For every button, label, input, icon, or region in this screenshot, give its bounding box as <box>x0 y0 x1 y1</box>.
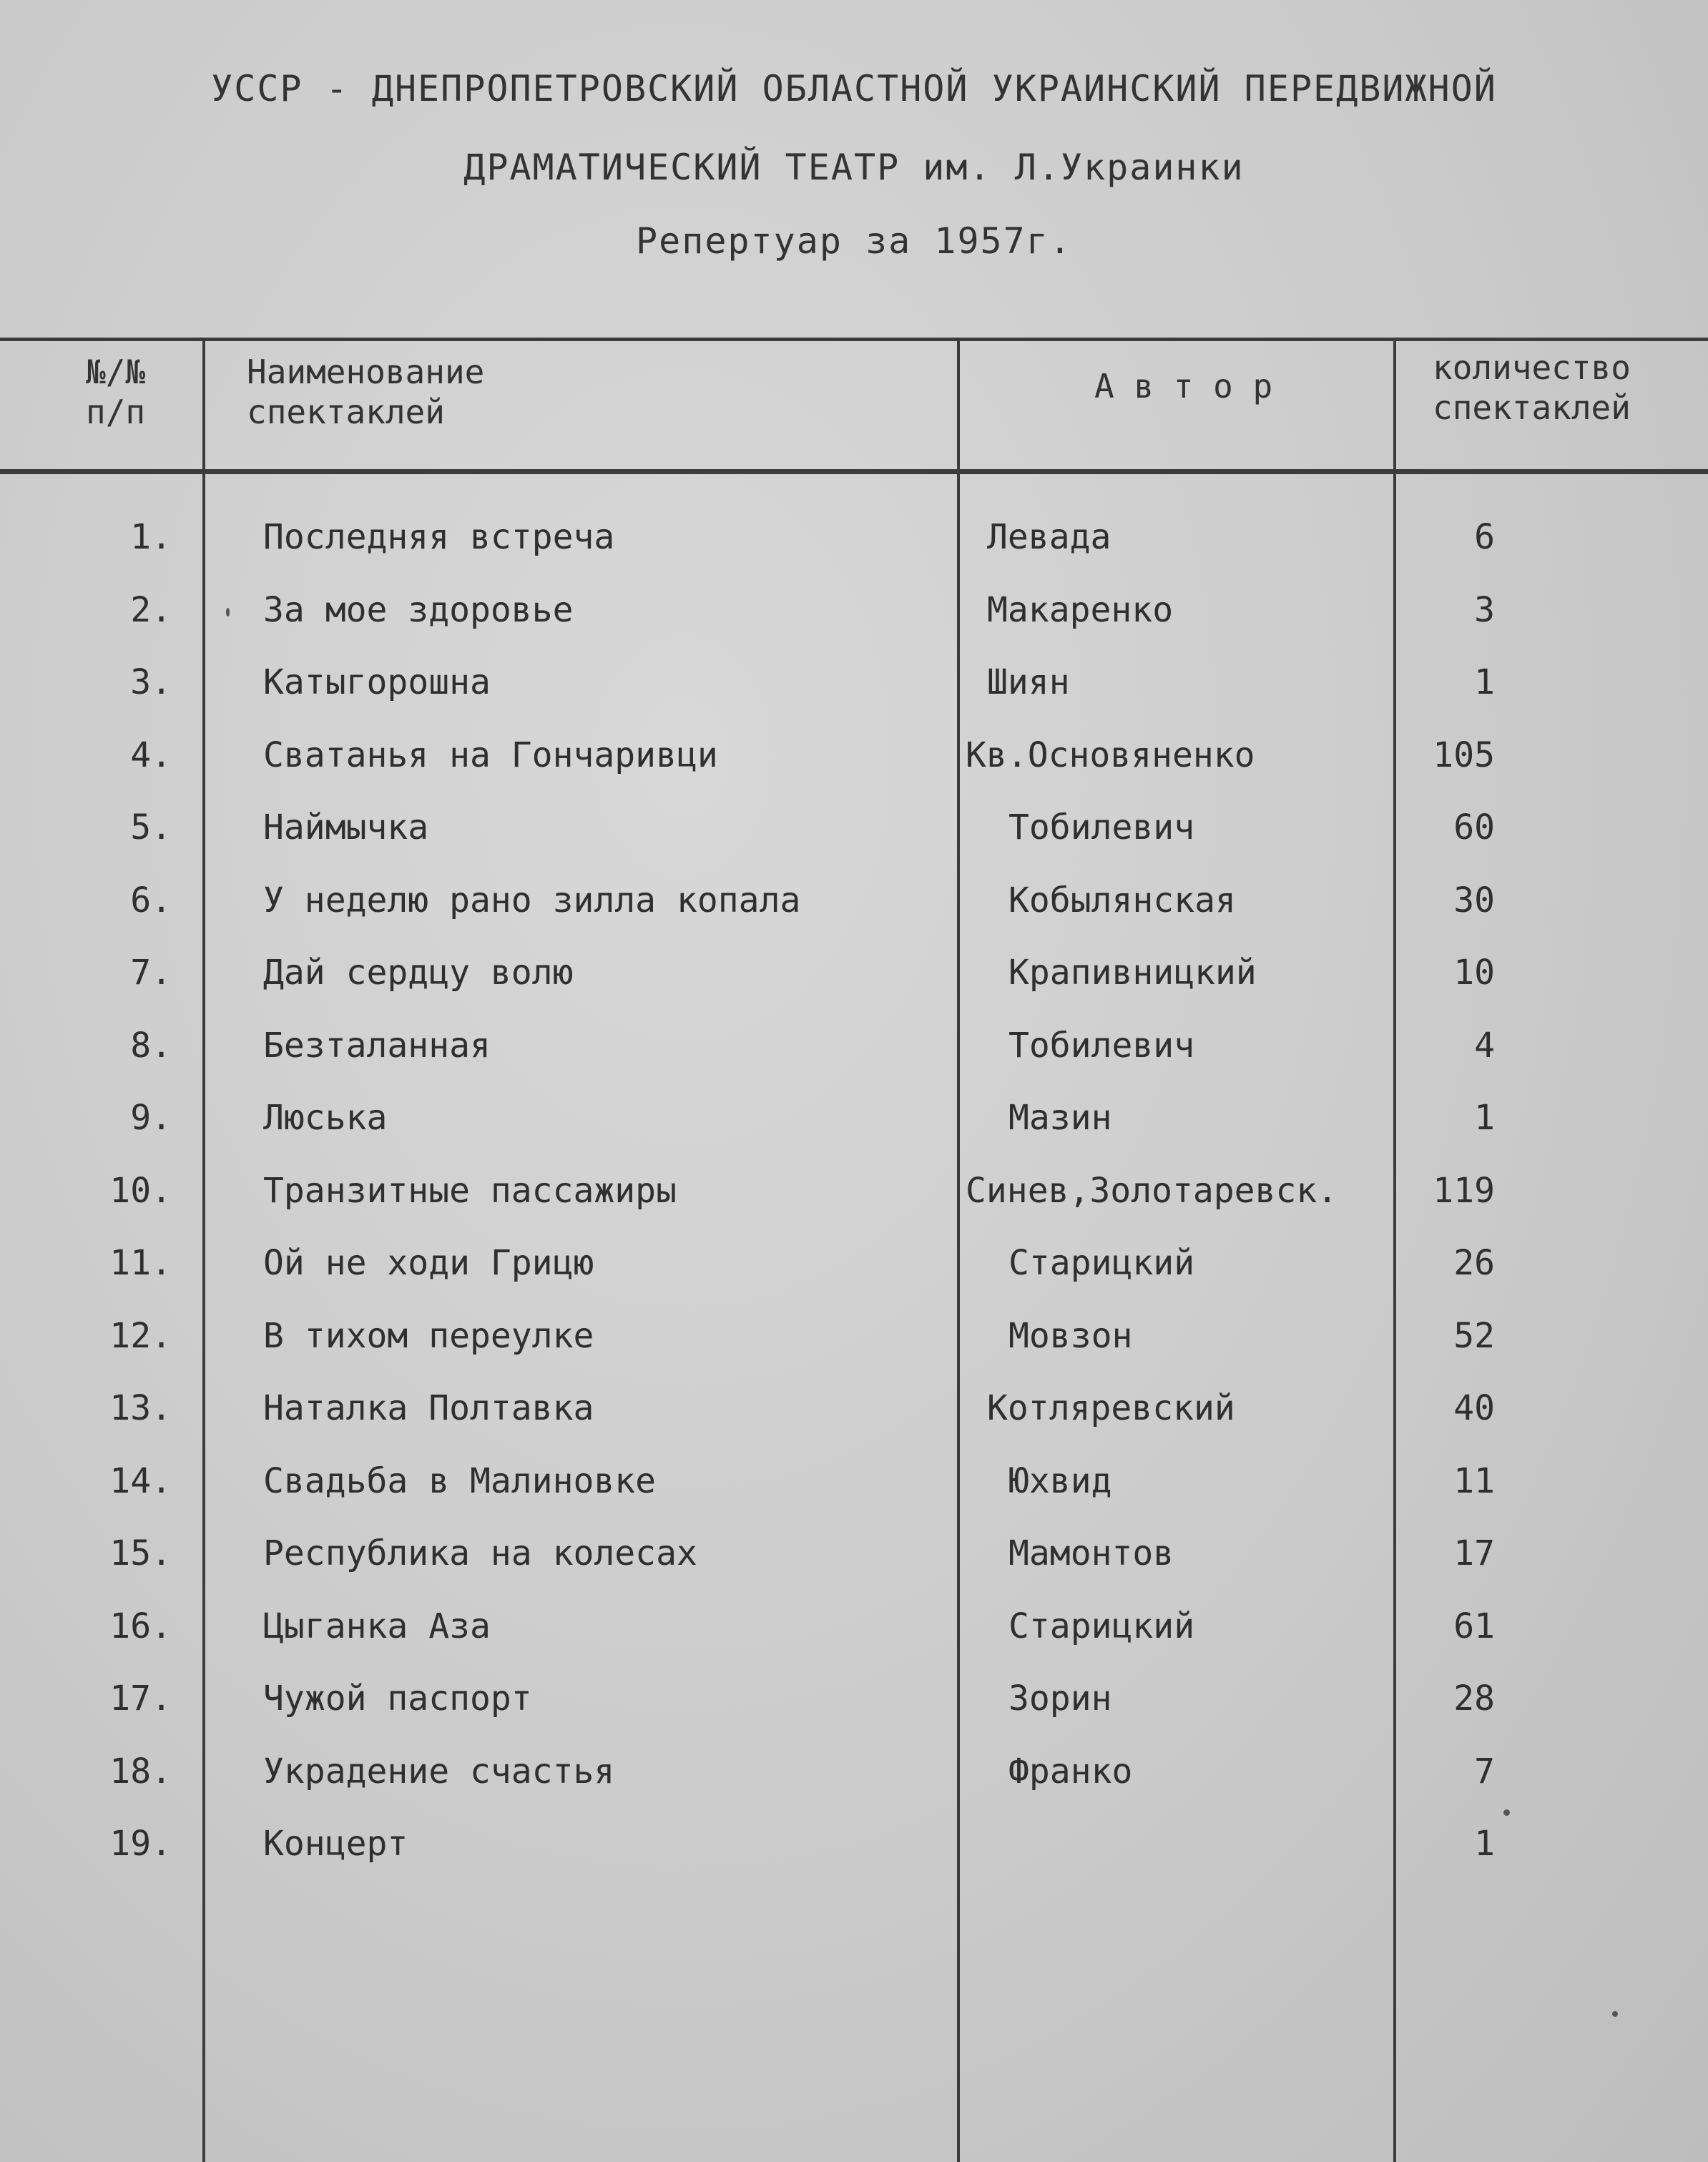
table-row <box>0 719 1708 792</box>
play-title: В тихом переулке <box>263 1315 594 1356</box>
row-number: 8. <box>130 1025 172 1066</box>
table-header-rule <box>0 469 1708 474</box>
row-number: 7. <box>130 953 172 993</box>
header-name: Наименование спектаклей <box>247 353 485 431</box>
performance-count: 26 <box>1453 1243 1495 1283</box>
performance-count: 28 <box>1453 1679 1495 1719</box>
table-row <box>0 1299 1708 1372</box>
table-row <box>0 501 1708 574</box>
play-author: Мовзон <box>1008 1315 1133 1356</box>
title-line-3: Репертуар за 1957г. <box>636 220 1072 262</box>
table-row <box>0 574 1708 647</box>
table-top-rule <box>0 338 1708 341</box>
play-title: Цыганка Аза <box>263 1606 491 1646</box>
play-author: Синев,Золотаревск. <box>966 1170 1338 1211</box>
performance-count: 30 <box>1453 880 1495 920</box>
table-row <box>0 864 1708 937</box>
title-line-2: ДРАМАТИЧЕСКИЙ ТЕАТР им. Л.Украинки <box>463 147 1245 188</box>
performance-count: 3 <box>1474 589 1495 630</box>
play-title: За мое здоровье <box>263 589 574 630</box>
play-author: Зорин <box>1008 1679 1112 1719</box>
play-author: Кобылянская <box>1008 880 1236 920</box>
performance-count: 105 <box>1433 734 1495 775</box>
row-number: 3. <box>130 662 172 702</box>
table-row <box>0 791 1708 864</box>
play-author: Старицкий <box>1008 1606 1195 1646</box>
row-number: 9. <box>130 1098 172 1138</box>
play-title: Сватанья на Гончаривци <box>263 734 718 775</box>
play-author: Мазин <box>1008 1098 1112 1138</box>
table-row <box>0 1517 1708 1590</box>
play-title: Наталка Полтавка <box>263 1388 594 1428</box>
table-row <box>0 1735 1708 1808</box>
performance-count: 1 <box>1474 1098 1495 1138</box>
table-row <box>0 1154 1708 1227</box>
table-row <box>0 936 1708 1009</box>
row-number: 4. <box>130 734 172 775</box>
performance-count: 1 <box>1474 662 1495 702</box>
row-number: 6. <box>130 880 172 920</box>
play-author: Котляревский <box>987 1388 1235 1428</box>
play-author: Франко <box>1008 1751 1133 1792</box>
row-number: 12. <box>109 1315 172 1356</box>
row-number: 15. <box>109 1533 172 1573</box>
play-author: Макаренко <box>987 589 1174 630</box>
play-title: Концерт <box>263 1824 408 1864</box>
row-number: 10. <box>109 1170 172 1211</box>
row-number: 16. <box>109 1606 172 1646</box>
ink-speck <box>226 608 230 616</box>
row-number: 1. <box>130 517 172 557</box>
title-line-1: УССР - ДНЕПРОПЕТРОВСКИЙ ОБЛАСТНОЙ УКРАИНСКИЙ ПЕРЕДВИЖНОЙ <box>211 68 1497 109</box>
play-title: Чужой паспорт <box>263 1679 532 1719</box>
table-row <box>0 1227 1708 1299</box>
row-number: 17. <box>109 1679 172 1719</box>
play-title: Безталанная <box>263 1025 491 1066</box>
header-number: №/№ п/п <box>86 353 146 431</box>
performance-count: 40 <box>1453 1388 1495 1428</box>
performance-count: 17 <box>1453 1533 1495 1573</box>
play-title: Дай сердцу волю <box>263 953 574 993</box>
table-row <box>0 1009 1708 1082</box>
play-author: Юхвид <box>1008 1460 1112 1501</box>
header-count: количество спектаклей <box>1433 348 1631 427</box>
play-title: Люська <box>263 1098 388 1138</box>
table-row <box>0 1807 1708 1880</box>
row-number: 2. <box>130 589 172 630</box>
performance-count: 7 <box>1474 1751 1495 1792</box>
ink-speck <box>1503 1809 1510 1816</box>
row-number: 14. <box>109 1460 172 1501</box>
performance-count: 11 <box>1453 1460 1495 1501</box>
row-number: 11. <box>109 1243 172 1283</box>
row-number: 18. <box>109 1751 172 1792</box>
table-row <box>0 1662 1708 1735</box>
play-author: Тобилевич <box>1008 807 1195 847</box>
play-author: Шиян <box>987 662 1070 702</box>
play-title: Ой не ходи Грицю <box>263 1243 594 1283</box>
performance-count: 60 <box>1453 807 1495 847</box>
table-row <box>0 646 1708 719</box>
row-number: 5. <box>130 807 172 847</box>
row-number: 13. <box>109 1388 172 1428</box>
play-author: Кв.Основяненко <box>966 734 1255 775</box>
play-title: Транзитные пассажиры <box>263 1170 677 1211</box>
play-title: Республика на колесах <box>263 1533 697 1573</box>
play-author: Крапивницкий <box>1008 953 1257 993</box>
performance-count: 119 <box>1433 1170 1495 1211</box>
performance-count: 10 <box>1453 953 1495 993</box>
table-row <box>0 1081 1708 1154</box>
header-author: А в т о р <box>1094 367 1273 406</box>
play-author: Тобилевич <box>1008 1025 1195 1066</box>
performance-count: 1 <box>1474 1824 1495 1864</box>
ink-speck <box>1612 2011 1618 2017</box>
play-title: Наймычка <box>263 807 429 847</box>
performance-count: 61 <box>1453 1606 1495 1646</box>
table-row <box>0 1372 1708 1445</box>
play-title: У неделю рано зилла копала <box>263 880 801 920</box>
play-title: Катыгорошна <box>263 662 491 702</box>
play-title: Последняя встреча <box>263 517 615 557</box>
table-row <box>0 1590 1708 1663</box>
play-author: Левада <box>987 517 1111 557</box>
performance-count: 6 <box>1474 517 1495 557</box>
performance-count: 4 <box>1474 1025 1495 1066</box>
play-author: Старицкий <box>1008 1243 1195 1283</box>
table-row <box>0 1445 1708 1518</box>
play-author: Мамонтов <box>1008 1533 1174 1573</box>
performance-count: 52 <box>1453 1315 1495 1356</box>
play-title: Украдение счастья <box>263 1751 615 1792</box>
play-title: Свадьба в Малиновке <box>263 1460 657 1501</box>
row-number: 19. <box>109 1824 172 1864</box>
